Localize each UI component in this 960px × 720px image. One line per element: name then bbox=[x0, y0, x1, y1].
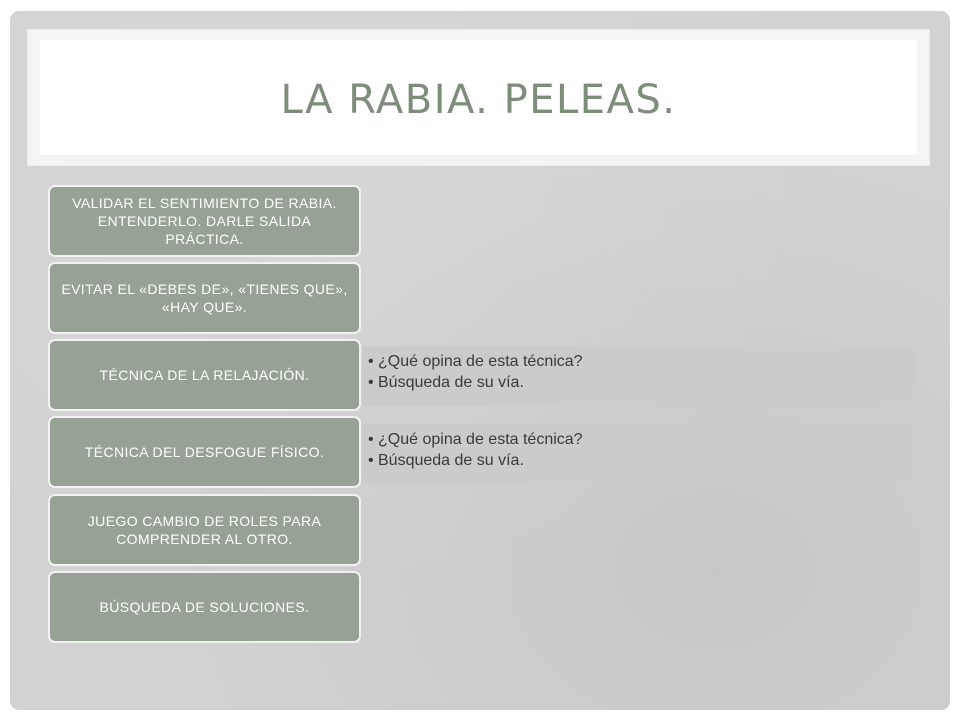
detail-list bbox=[368, 351, 914, 393]
detail-item: • ¿Qué opina de esta técnica? bbox=[368, 351, 914, 372]
block-desfogue bbox=[48, 416, 361, 488]
block-evitar bbox=[48, 262, 361, 334]
slide bbox=[10, 11, 950, 710]
block-label: EVITAR EL «DEBES DE», «TIENES QUE», «HAY QUE». bbox=[61, 281, 348, 315]
block-juego bbox=[48, 494, 361, 566]
detail-list bbox=[368, 429, 914, 471]
block-relajacion bbox=[48, 339, 361, 411]
slide-title: LA RABIA. PELEAS. bbox=[280, 76, 677, 123]
block-label: TÉCNICA DEL DESFOGUE FÍSICO. bbox=[84, 444, 325, 460]
detail-panel-relajacion bbox=[362, 346, 914, 406]
title-box bbox=[40, 40, 917, 155]
block-label: VALIDAR EL SENTIMIENTO DE RABIA. ENTENDERLO. DARLE SALIDA PRÁCTICA. bbox=[72, 195, 337, 247]
block-label: BÚSQUEDA DE SOLUCIONES. bbox=[99, 599, 310, 615]
detail-item: • ¿Qué opina de esta técnica? bbox=[368, 429, 914, 450]
title-frame bbox=[28, 30, 929, 165]
block-validar bbox=[48, 185, 361, 257]
detail-panel-desfogue bbox=[362, 424, 914, 484]
block-busqueda bbox=[48, 571, 361, 643]
block-label: TÉCNICA DE LA RELAJACIÓN. bbox=[99, 367, 310, 383]
detail-item: • Búsqueda de su vía. bbox=[368, 450, 914, 471]
detail-item: • Búsqueda de su vía. bbox=[368, 372, 914, 393]
block-label: JUEGO CAMBIO DE ROLES PARA COMPRENDER AL OTRO. bbox=[87, 513, 322, 547]
